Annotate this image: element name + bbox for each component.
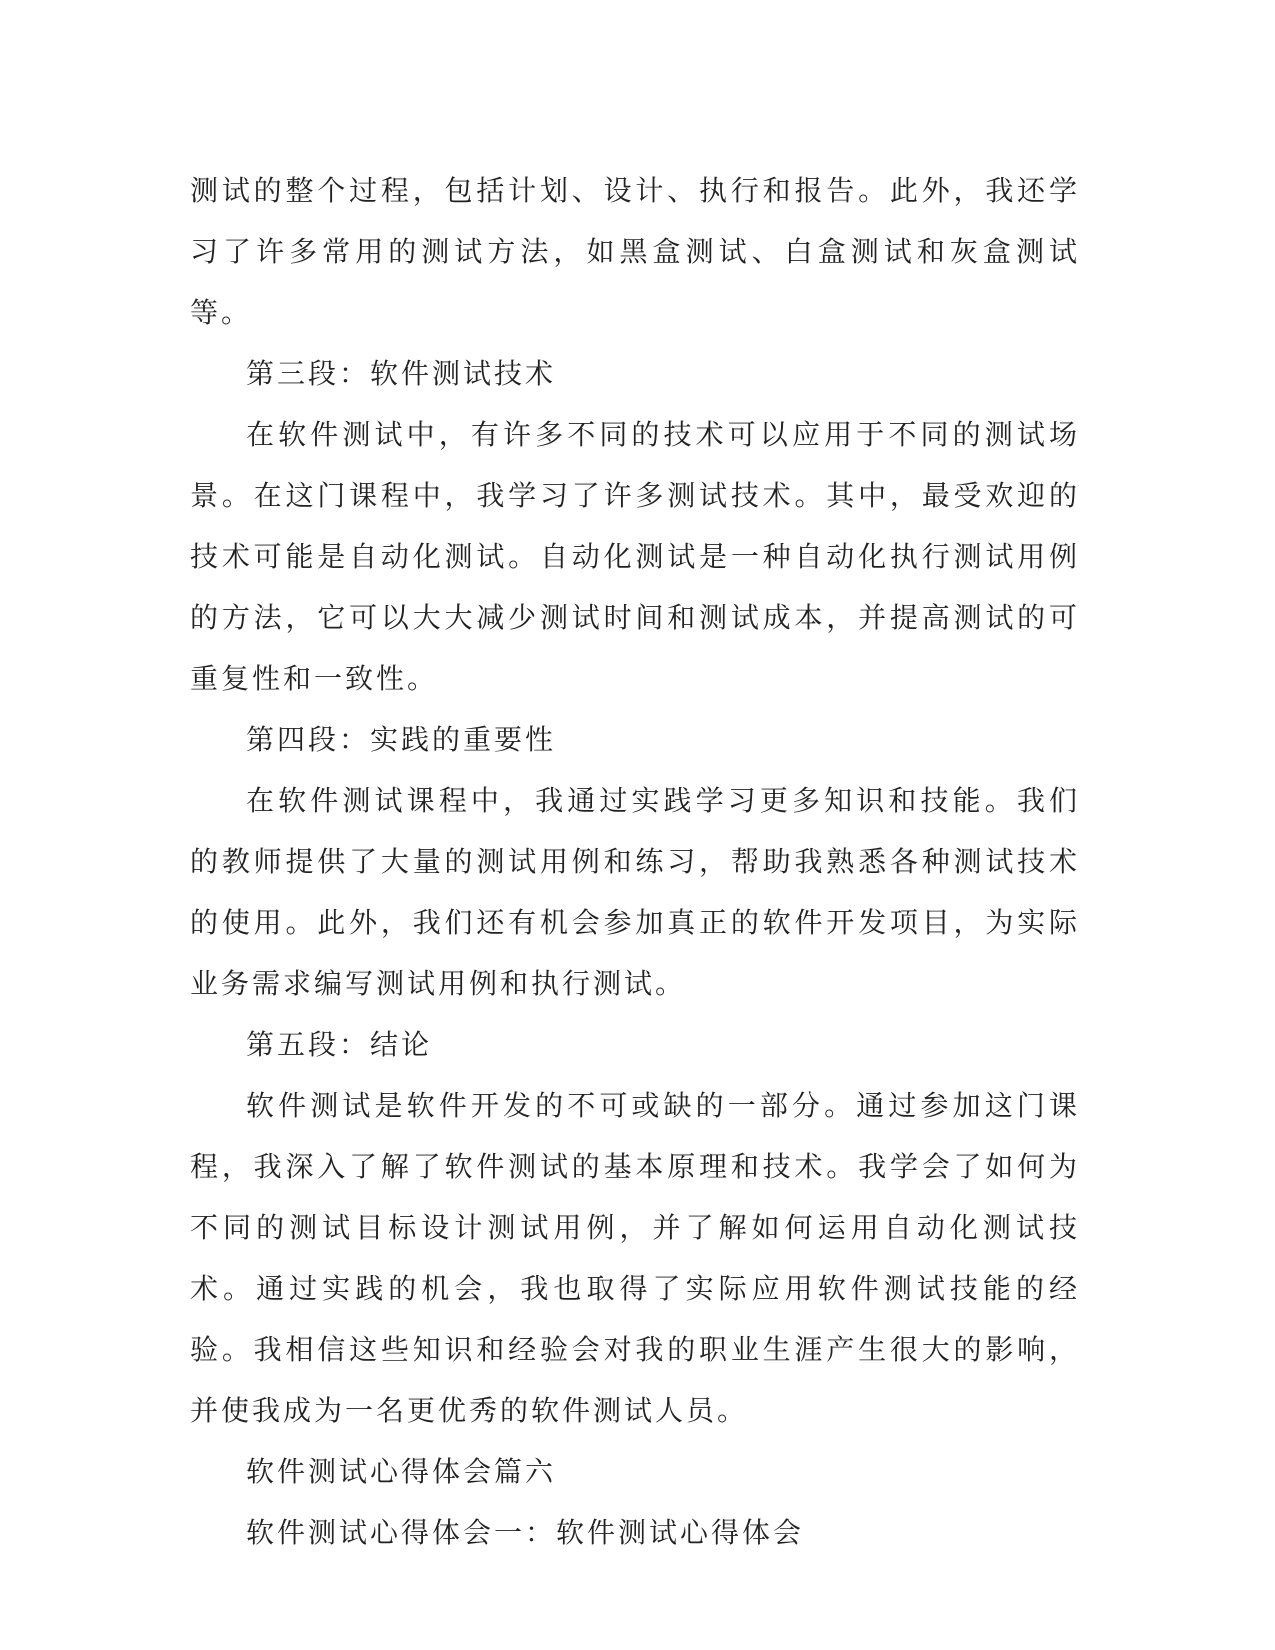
paragraph-practice: 在软件测试课程中，我通过实践学习更多知识和技能。我们的教师提供了大量的测试用例和练习，帮助我熟悉各种测试技术的使用。此外，我们还有机会参加真正的软件开发项目，为实际业务需求编写测试用例和执行测试。 (190, 784, 1080, 1000)
paragraph-conclusion: 软件测试是软件开发的不可或缺的一部分。通过参加这门课程，我深入了解了软件测试的基本原理和技术。我学会了如何为不同的测试目标设计测试用例，并了解如何运用自动化测试技术。通过实践的机会，我也取得了实际应用软件测试技能的经验。我相信这些知识和经验会对我的职业生涯产生很大的影响，并使我成为一名更优秀的软件测试人员。 (190, 1089, 1080, 1427)
article-subtitle-1: 软件测试心得体会一：软件测试心得体会 (246, 1516, 805, 1549)
paragraph-testing-techniques: 在软件测试中，有许多不同的技术可以应用于不同的测试场景。在这门课程中，我学习了许多测试技术。其中，最受欢迎的技术可能是自动化测试。自动化测试是一种自动化执行测试用例的方法，它可以大大减少测试时间和测试成本，并提高测试的可重复性和一致性。 (190, 418, 1080, 695)
document-body (190, 160, 1080, 1563)
section-heading-4: 第四段：实践的重要性 (246, 723, 557, 756)
section-heading-5: 第五段：结论 (246, 1028, 433, 1061)
section-heading-3: 第三段：软件测试技术 (246, 357, 557, 390)
article-title-6: 软件测试心得体会篇六 (246, 1455, 557, 1488)
paragraph-continuation: 测试的整个过程，包括计划、设计、执行和报告。此外，我还学习了许多常用的测试方法，如黑盒测试、白盒测试和灰盒测试等。 (190, 174, 1080, 329)
